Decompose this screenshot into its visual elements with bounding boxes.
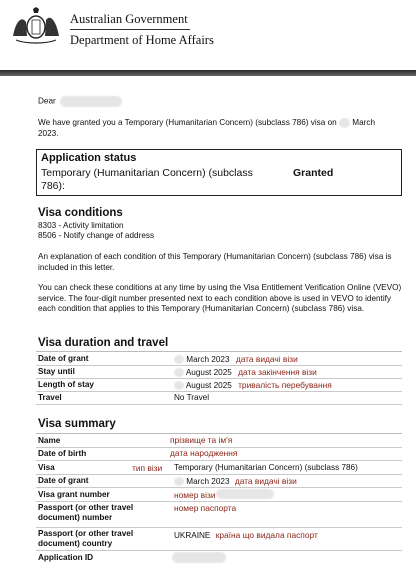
header-bar [0, 70, 416, 76]
greeting-line [38, 96, 122, 107]
translation-note: країна що видала паспорт [215, 530, 318, 540]
vevo-paragraph: You can check these conditions at any time by using the Visa Entitlement Verification Online (VEVO) service. The four-digit number presented next to each condition above is used in VEVO to identify each condition that applies to this Temporary (Humanitarian Concern) (subclass 786) visa. [38, 283, 402, 313]
condition-item: 8506 - Notify change of address [38, 231, 155, 240]
redacted-grant-number [216, 489, 274, 499]
application-status-box [36, 149, 402, 196]
letterhead [0, 0, 416, 68]
header-divider [70, 29, 190, 30]
coat-of-arms-icon [10, 6, 62, 46]
conditions-explanation: An explanation of each condition of this Temporary (Humanitarian Concern) (subclass 786) visa is included in this letter. [38, 252, 392, 272]
row-value: March 2023 дата видачі візи [174, 354, 298, 365]
translation-note: тривалість перебування [238, 380, 332, 390]
condition-item: 8303 - Activity limitation [38, 221, 124, 230]
department-name: Department of Home Affairs [70, 33, 214, 47]
redacted-day [174, 355, 184, 364]
duration-row [36, 391, 402, 405]
row-value: August 2025 тривалість перебування [174, 380, 332, 391]
row-label: Visa [38, 463, 55, 472]
status-value: Granted [293, 167, 334, 179]
summary-row [36, 501, 402, 528]
row-label: Date of birth [38, 449, 87, 458]
redacted-day [174, 381, 184, 390]
redacted-application-id [172, 552, 226, 563]
summary-row [36, 434, 402, 448]
row-label: Travel [38, 393, 62, 402]
translation-note: номер паспорта [174, 503, 237, 513]
translation-note: дата народження [170, 448, 238, 458]
greeting: Dear [38, 96, 56, 106]
redacted-day [339, 118, 350, 128]
conditions-title: Visa conditions [38, 207, 123, 219]
summary-row [36, 527, 402, 551]
summary-row [36, 447, 402, 461]
duration-title: Visa duration and travel [38, 337, 169, 349]
row-label: Stay until [38, 367, 75, 376]
row-label: Name [38, 436, 61, 445]
summary-row [36, 460, 402, 475]
duration-row [36, 365, 402, 379]
grant-paragraph [38, 118, 408, 139]
row-label: Visa grant number [38, 490, 110, 499]
row-value: August 2025 дата закінчення візи [174, 367, 317, 378]
row-label: Length of stay [38, 380, 94, 389]
row-label: Passport (or other travel document) country [38, 529, 134, 548]
summary-row [36, 474, 402, 488]
redacted-name [60, 96, 122, 107]
grant-month: March [352, 118, 375, 128]
translation-note: прізвище та ім'я [170, 435, 233, 445]
row-label: Date of grant [38, 354, 89, 363]
translation-note: номер візи [174, 490, 216, 500]
summary-row [36, 550, 402, 564]
row-label: Application ID [38, 553, 94, 562]
translation-note: дата закінчення візи [238, 367, 317, 377]
status-visa: Temporary (Humanitarian Concern) (subclass 786): [41, 167, 253, 192]
row-value: Temporary (Humanitarian Concern) (subclass 786) [174, 463, 358, 472]
translation-note: тип візи [132, 463, 163, 473]
grant-year: 2023. [38, 128, 59, 138]
status-title: Application status [41, 152, 137, 164]
summary-row [36, 487, 402, 502]
summary-title: Visa summary [38, 418, 116, 430]
redacted-day [174, 368, 184, 377]
translation-note: дата видачі візи [235, 354, 298, 364]
duration-row [36, 378, 402, 392]
translation-note: дата видачі візи [234, 476, 297, 486]
grant-text: We have granted you a Temporary (Humanitarian Concern) (subclass 786) visa on [38, 118, 337, 128]
row-value: UKRAINE країна що видала паспорт [174, 530, 318, 540]
row-value: No Travel [174, 393, 210, 402]
row-label: Passport (or other travel document) number [38, 503, 134, 522]
row-value: March 2023 дата видачі візи [174, 476, 297, 487]
government-name: Australian Government [70, 12, 188, 26]
duration-row [36, 352, 402, 366]
row-label: Date of grant [38, 476, 89, 485]
redacted-day [174, 477, 184, 486]
